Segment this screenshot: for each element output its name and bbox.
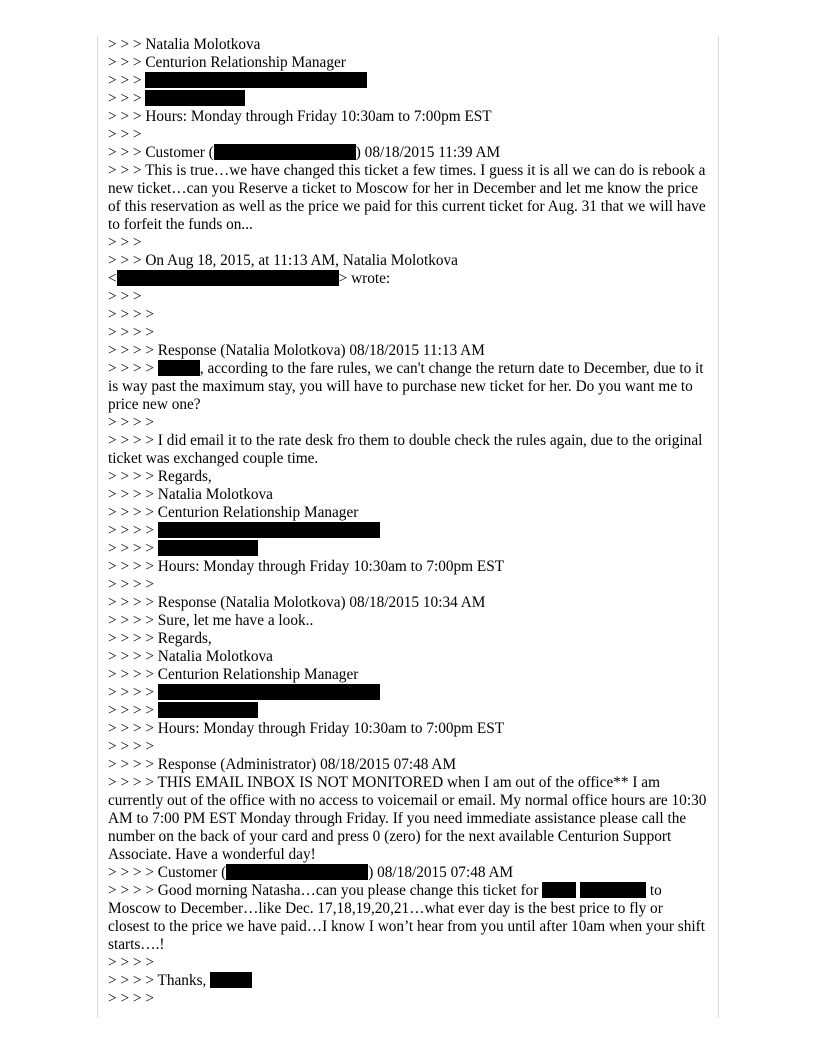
line-text: > > > > Good morning Natasha…can you please change this ticket for [108, 882, 543, 899]
line-text: > > > > THIS EMAIL INBOX IS NOT MONITORED when I am out of the office** I am currently out of the office with no access to voicemail or email. My normal office hours are 10:30 AM to 7:00 PM EST Monday through Friday. If you need immediate assistance please call the number on the back of your card and press 0 (zero) for the next available Centurion Support Associate. Have a wonderful day! [108, 774, 710, 863]
email-line [108, 774, 708, 864]
line-text: > > > > [108, 576, 154, 593]
line-text: > > > > Customer ( [108, 864, 227, 881]
line-text: to Moscow to December…like Dec. 17,18,19,20,21…what ever day is the best price to fly or closest to the price we have paid…I know I won’t hear from you until after 10am when your shift starts….! [108, 882, 709, 953]
line-text: > > > > [108, 414, 154, 431]
line-text: > > > Customer ( [108, 144, 214, 161]
line-text: ) 08/18/2015 07:48 AM [368, 864, 514, 881]
email-line [108, 666, 708, 684]
line-text: > > > > Sure, let me have a look.. [108, 612, 314, 629]
email-line [108, 126, 708, 144]
email-line [108, 414, 708, 432]
email-line [108, 432, 708, 468]
email-line [108, 270, 708, 288]
email-line [108, 360, 708, 414]
email-line [108, 306, 708, 324]
email-line [108, 882, 708, 954]
line-text: > > > [108, 90, 146, 107]
line-text: > > > > [108, 324, 154, 341]
line-text: > > > > [108, 990, 154, 1007]
line-text: > > > > [108, 954, 154, 971]
email-line [108, 522, 708, 540]
line-text: < [108, 270, 117, 287]
email-line [108, 756, 708, 774]
redaction-block [542, 882, 576, 898]
email-line [108, 504, 708, 522]
email-line [108, 54, 708, 72]
email-line [108, 648, 708, 666]
line-text: > > > > [108, 702, 158, 719]
redaction-block [210, 972, 252, 988]
line-text: ) 08/18/2015 11:39 AM [355, 144, 501, 161]
line-text: > > > > Response (Administrator) 08/18/2015 07:48 AM [108, 756, 457, 773]
email-line [108, 72, 708, 90]
line-text: > > > > Centurion Relationship Manager [108, 504, 359, 521]
email-line [108, 36, 708, 54]
email-line [108, 990, 708, 1008]
line-text: > > > > I did email it to the rate desk fro them to double check the rules again, due to the original ticket was exchanged couple time. [108, 432, 707, 467]
redaction-block [158, 360, 200, 376]
line-text: > > > > [108, 360, 158, 377]
redaction-block [117, 270, 339, 286]
email-line [108, 972, 708, 990]
line-text: > > > > Natalia Molotkova [108, 486, 273, 503]
email-line [108, 594, 708, 612]
email-line [108, 864, 708, 882]
line-text: > > > > [108, 522, 158, 539]
email-line [108, 576, 708, 594]
redaction-block [145, 90, 245, 106]
email-line [108, 144, 708, 162]
redaction-block [145, 72, 367, 88]
redaction-block [158, 540, 258, 556]
line-text: > > > > [108, 306, 154, 323]
email-line [108, 288, 708, 306]
page-border-left [97, 36, 98, 1018]
line-text: > > > Centurion Relationship Manager [108, 54, 346, 71]
line-text: > > > > Natalia Molotkova [108, 648, 273, 665]
line-text: , according to the fare rules, we can't change the return date to December, due to it is way past the maximum stay, you will have to purchase new ticket for her. Do you want me to price new one? [108, 360, 708, 413]
redaction-block [226, 864, 368, 880]
line-text: > > > [108, 288, 142, 305]
email-line [108, 612, 708, 630]
line-text: > > > > Thanks, [108, 972, 211, 989]
line-text: > > > On Aug 18, 2015, at 11:13 AM, Natalia Molotkova [108, 252, 458, 269]
redaction-block [158, 684, 380, 700]
email-line [108, 342, 708, 360]
email-line [108, 630, 708, 648]
line-text: > > > > Hours: Monday through Friday 10:30am to 7:00pm EST [108, 558, 505, 575]
email-line [108, 468, 708, 486]
email-line [108, 540, 708, 558]
email-line [108, 558, 708, 576]
line-text: > > > [108, 126, 142, 143]
line-text: > > > > Response (Natalia Molotkova) 08/18/2015 11:13 AM [108, 342, 485, 359]
email-line [108, 234, 708, 252]
email-line [108, 252, 708, 270]
email-line [108, 738, 708, 756]
email-line [108, 954, 708, 972]
line-text: > > > > Hours: Monday through Friday 10:30am to 7:00pm EST [108, 720, 505, 737]
line-text: > > > > Response (Natalia Molotkova) 08/18/2015 10:34 AM [108, 594, 486, 611]
line-text: > > > > [108, 540, 158, 557]
line-text: > > > > [108, 684, 158, 701]
email-thread [108, 36, 708, 1008]
redaction-block [158, 522, 380, 538]
email-line [108, 108, 708, 126]
email-line [108, 90, 708, 108]
line-text: > > > [108, 72, 146, 89]
line-text: > > > > Centurion Relationship Manager [108, 666, 359, 683]
email-line [108, 162, 708, 234]
email-line [108, 324, 708, 342]
email-line [108, 720, 708, 738]
line-text: > > > Hours: Monday through Friday 10:30am to 7:00pm EST [108, 108, 492, 125]
line-text: > > > > Regards, [108, 630, 212, 647]
redaction-block [158, 702, 258, 718]
line-text: > > > Natalia Molotkova [108, 36, 261, 53]
email-line [108, 486, 708, 504]
page-border-right [718, 36, 719, 1018]
redaction-block [580, 882, 646, 898]
email-line [108, 702, 708, 720]
line-text: > > > > [108, 738, 154, 755]
line-text: > > > [108, 234, 142, 251]
redaction-block [214, 144, 356, 160]
line-text: > wrote: [338, 270, 391, 287]
line-text: > > > This is true…we have changed this ticket a few times. I guess it is all we can do is rebook a new ticket…can you Reserve a ticket to Moscow for her in December and let me know the price of this reservation as well as the price we paid for this current ticket for Aug. 31 that we will have to forfeit the funds on... [108, 162, 710, 233]
email-line [108, 684, 708, 702]
line-text: > > > > Regards, [108, 468, 212, 485]
